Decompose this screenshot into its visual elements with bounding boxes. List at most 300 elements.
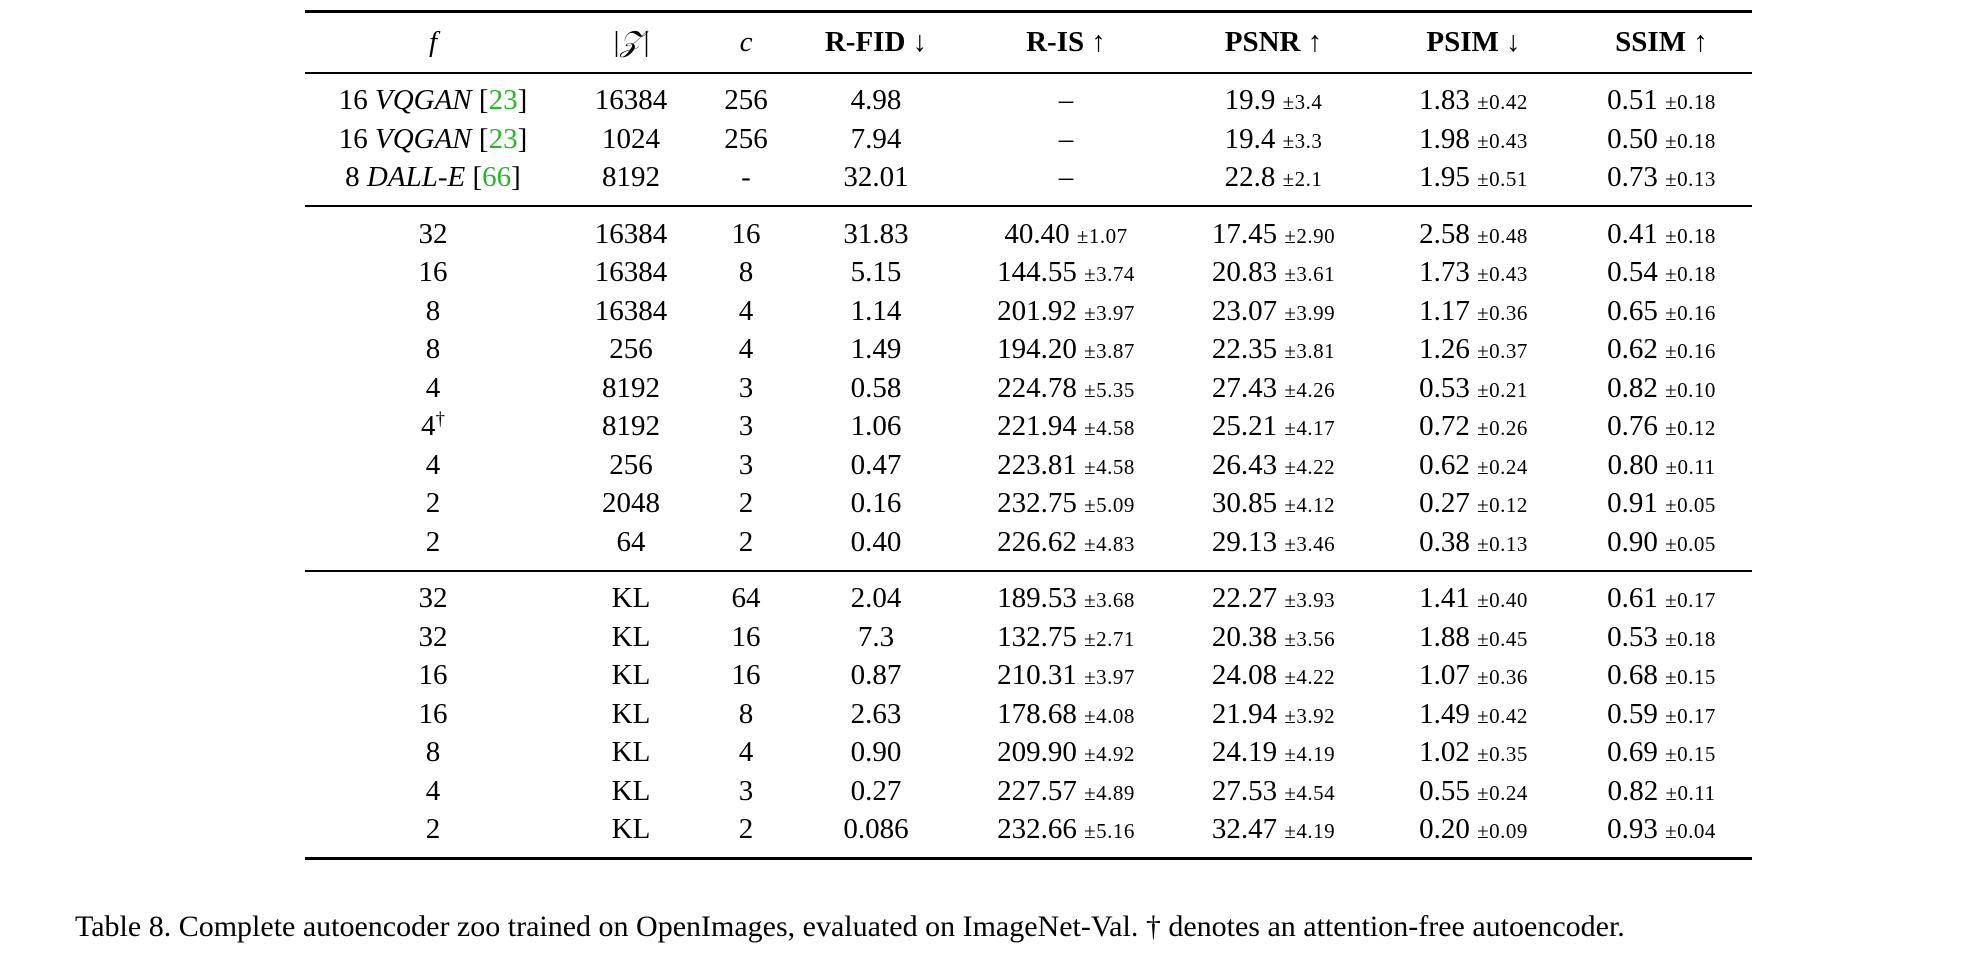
ssim-value: 0.50 [1607, 122, 1658, 155]
psnr-std: ±4.12 [1284, 493, 1336, 518]
ssim-value: 0.82 [1607, 371, 1658, 404]
psim-value: 1.73 [1419, 256, 1470, 289]
cell-rfid: 0.87 [850, 659, 902, 692]
f-value: 2 [425, 813, 441, 846]
ssim-value: 0.68 [1607, 659, 1658, 692]
table-row [305, 369, 1752, 408]
cell-ssim [1571, 523, 1752, 571]
ris-std: ±4.58 [1084, 416, 1135, 441]
citation-link: 23 [488, 84, 518, 117]
psnr-std: ±4.22 [1284, 665, 1336, 690]
psnr-std: ±3.99 [1284, 300, 1336, 325]
ssim-std: ±0.10 [1665, 377, 1716, 402]
table-row [305, 120, 1752, 159]
psim-std: ±0.36 [1477, 300, 1528, 325]
cell-psnr [1171, 734, 1376, 773]
cell-rfid: 32.01 [843, 161, 909, 194]
psnr-std: ±4.54 [1284, 780, 1336, 805]
cell-ssim [1571, 618, 1752, 657]
ris-value: 40.40 [1004, 217, 1070, 250]
cell-ris [961, 772, 1171, 811]
cell-rfid: 0.47 [850, 448, 902, 481]
ssim-std: ±0.17 [1665, 703, 1716, 728]
ris-value: 221.94 [997, 410, 1077, 443]
psnr-std: ±4.22 [1284, 454, 1336, 479]
cell-ssim [1571, 120, 1752, 159]
psnr-value: 25.21 [1211, 410, 1278, 443]
dagger-mark: † [435, 409, 445, 431]
ssim-std: ±0.15 [1665, 665, 1716, 690]
psnr-value: 27.53 [1211, 774, 1278, 807]
psnr-std: ±2.1 [1282, 167, 1323, 192]
model-name: DALL-E [366, 161, 466, 194]
cell-ssim [1571, 254, 1752, 293]
cell-c: 8 [738, 697, 754, 730]
cell-f [305, 811, 561, 859]
cell-ris [961, 331, 1171, 370]
cell-z: KL [611, 620, 651, 653]
cell-rfid: 0.40 [850, 525, 902, 558]
table-row [305, 657, 1752, 696]
psnr-value: 32.47 [1211, 813, 1278, 846]
cell-c: 256 [724, 122, 768, 155]
cell-rfid: 0.086 [843, 813, 909, 846]
cell-psim [1376, 734, 1571, 773]
ris-std: ±5.09 [1084, 493, 1135, 518]
f-value: 16 [338, 122, 368, 155]
cell-rfid: 4.98 [850, 84, 902, 117]
cell-psim [1376, 159, 1571, 207]
cell-ris [961, 159, 1171, 207]
cell-ssim [1571, 772, 1752, 811]
cell-psnr [1171, 254, 1376, 293]
cell-f [305, 571, 561, 619]
ssim-value: 0.93 [1607, 813, 1658, 846]
psim-value: 1.95 [1419, 161, 1470, 194]
ssim-value: 0.59 [1607, 697, 1658, 730]
psim-std: ±0.24 [1477, 454, 1528, 479]
ssim-std: ±0.13 [1665, 167, 1716, 192]
cell-psim [1376, 446, 1571, 485]
ris-value: 232.66 [997, 813, 1077, 846]
psnr-std: ±2.90 [1284, 223, 1336, 248]
cell-ssim [1571, 408, 1752, 447]
cell-ssim [1571, 446, 1752, 485]
psim-std: ±0.24 [1477, 780, 1528, 805]
psim-std: ±0.42 [1477, 703, 1528, 728]
cell-psnr [1171, 772, 1376, 811]
psim-std: ±0.37 [1477, 339, 1528, 364]
cell-psim [1376, 811, 1571, 859]
ris-value: 178.68 [997, 697, 1077, 730]
kl-group [305, 571, 1752, 859]
model-name: VQGAN [374, 84, 472, 117]
psim-std: ±0.43 [1477, 262, 1528, 287]
ris-value: – [1058, 161, 1074, 194]
cell-f [305, 485, 561, 524]
psnr-std: ±3.46 [1284, 531, 1336, 556]
cell-f: 8 DALL-E [66] [345, 161, 521, 194]
cell-f: 16 VQGAN [23] [338, 122, 528, 155]
cell-f [305, 254, 561, 293]
table-row [305, 254, 1752, 293]
cell-psnr [1171, 408, 1376, 447]
ssim-std: ±0.11 [1665, 454, 1716, 479]
cell-ssim [1571, 695, 1752, 734]
cell-f [305, 734, 561, 773]
cell-psnr [1171, 571, 1376, 619]
cell-z: 8192 [602, 161, 660, 194]
cell-psnr [1171, 120, 1376, 159]
psnr-value: 24.19 [1211, 736, 1278, 769]
psnr-value: 27.43 [1211, 371, 1278, 404]
psim-value: 0.72 [1419, 410, 1470, 443]
cell-ssim [1571, 206, 1752, 254]
ssim-value: 0.65 [1607, 294, 1658, 327]
ssim-std: ±0.04 [1665, 819, 1716, 844]
cell-psim [1376, 657, 1571, 696]
cell-z: 64 [616, 525, 646, 558]
cell-psim [1376, 695, 1571, 734]
psnr-std: ±3.56 [1284, 626, 1336, 651]
f-value: 16 [418, 256, 448, 289]
cell-rfid: 5.15 [850, 256, 902, 289]
ssim-std: ±0.16 [1665, 339, 1716, 364]
ris-std: ±3.74 [1084, 262, 1135, 287]
f-value: 32 [418, 217, 448, 250]
cell-psim [1376, 206, 1571, 254]
psim-value: 1.02 [1419, 736, 1470, 769]
ssim-std: ±0.18 [1665, 626, 1716, 651]
ssim-value: 0.80 [1607, 448, 1659, 481]
col-header-z-text: |𝒵| [611, 25, 650, 58]
cell-rfid: 1.14 [850, 294, 902, 327]
ris-value: 210.31 [997, 659, 1077, 692]
cell-f [305, 408, 561, 447]
psim-value: 1.83 [1419, 84, 1470, 117]
ris-value: 194.20 [997, 333, 1077, 366]
psnr-std: ±3.4 [1282, 90, 1323, 115]
psim-std: ±0.48 [1477, 223, 1528, 248]
psim-value: 2.58 [1419, 217, 1470, 250]
cell-ssim [1571, 734, 1752, 773]
psim-std: ±0.40 [1477, 588, 1528, 613]
psim-value: 1.98 [1419, 122, 1470, 155]
cell-f [305, 446, 561, 485]
psnr-std: ±4.26 [1284, 377, 1336, 402]
f-value: 2 [425, 525, 441, 558]
cell-c: 4 [738, 294, 754, 327]
f-value: 8 [425, 736, 441, 769]
cell-c: 2 [738, 487, 754, 520]
cell-f [305, 369, 561, 408]
cell-psim [1376, 292, 1571, 331]
cell-rfid: 2.63 [850, 697, 902, 730]
psnr-std: ±3.92 [1284, 703, 1336, 728]
citation-link: 23 [488, 122, 518, 155]
ris-std: ±3.97 [1084, 300, 1135, 325]
table-row [305, 73, 1752, 121]
ris-value: 132.75 [997, 620, 1077, 653]
cell-c: 16 [731, 217, 761, 250]
cell-c: 16 [731, 620, 761, 653]
cell-z: 16384 [594, 84, 668, 117]
cell-psnr [1171, 73, 1376, 121]
ris-value: – [1058, 122, 1074, 155]
cell-psim [1376, 485, 1571, 524]
psnr-std: ±3.3 [1282, 128, 1323, 153]
ris-value: 189.53 [997, 582, 1077, 615]
cell-ris [961, 292, 1171, 331]
ssim-std: ±0.17 [1665, 588, 1716, 613]
cell-z: 16384 [594, 294, 668, 327]
cell-c: 3 [738, 448, 754, 481]
psnr-std: ±4.19 [1284, 742, 1336, 767]
cell-f [305, 292, 561, 331]
psim-value: 1.17 [1419, 294, 1470, 327]
ris-value: 227.57 [997, 774, 1077, 807]
psim-value: 0.62 [1419, 448, 1470, 481]
cell-ris [961, 369, 1171, 408]
cell-psim [1376, 120, 1571, 159]
vq-group [305, 206, 1752, 571]
table-row [305, 292, 1752, 331]
psnr-value: 22.35 [1211, 333, 1278, 366]
psnr-std: ±4.17 [1284, 416, 1336, 441]
table-row [305, 772, 1752, 811]
psim-std: ±0.42 [1477, 90, 1528, 115]
psim-std: ±0.26 [1477, 416, 1528, 441]
psnr-value: 29.13 [1211, 525, 1278, 558]
ssim-value: 0.73 [1607, 161, 1658, 194]
f-value: 32 [418, 620, 448, 653]
psnr-std: ±4.19 [1284, 819, 1336, 844]
cell-f [305, 331, 561, 370]
cell-ssim [1571, 657, 1752, 696]
psim-std: ±0.51 [1477, 167, 1528, 192]
cell-psnr [1171, 618, 1376, 657]
cell-ssim [1571, 571, 1752, 619]
ssim-std: ±0.05 [1665, 531, 1716, 556]
psim-std: ±0.12 [1477, 493, 1528, 518]
cell-f [305, 695, 561, 734]
header-row [305, 12, 1752, 73]
psim-std: ±0.36 [1477, 665, 1528, 690]
psnr-value: 21.94 [1211, 697, 1278, 730]
cell-ssim [1571, 369, 1752, 408]
psim-std: ±0.35 [1477, 742, 1528, 767]
table-row [305, 159, 1752, 207]
cell-z: KL [611, 736, 651, 769]
cell-c: 3 [738, 371, 754, 404]
ssim-value: 0.61 [1607, 582, 1658, 615]
psnr-value: 26.43 [1211, 448, 1278, 481]
cell-z: 16384 [594, 256, 668, 289]
cell-ssim [1571, 159, 1752, 207]
cell-ssim [1571, 292, 1752, 331]
cell-z: KL [611, 697, 651, 730]
psim-std: ±0.45 [1477, 626, 1528, 651]
cell-psnr [1171, 292, 1376, 331]
psim-std: ±0.13 [1477, 531, 1528, 556]
cell-c: 64 [731, 582, 761, 615]
cell-c: 256 [724, 84, 768, 117]
ris-std: ±4.83 [1084, 531, 1135, 556]
psnr-std: ±3.93 [1284, 588, 1336, 613]
ris-std: ±3.68 [1084, 588, 1135, 613]
col-header-ris: R-IS ↑ [1026, 25, 1106, 58]
psim-std: ±0.43 [1477, 128, 1528, 153]
ris-std: ±4.92 [1084, 742, 1135, 767]
cell-psim [1376, 254, 1571, 293]
ris-std: ±1.07 [1076, 223, 1128, 248]
cell-ssim [1571, 73, 1752, 121]
cell-c: 3 [738, 774, 754, 807]
cell-c: 4 [738, 333, 754, 366]
cell-ris [961, 571, 1171, 619]
f-value: 16 [338, 84, 368, 117]
ssim-std: ±0.15 [1665, 742, 1716, 767]
psim-value: 1.41 [1419, 582, 1470, 615]
psnr-value: 19.9 [1224, 84, 1276, 117]
psim-std: ±0.09 [1477, 819, 1528, 844]
cell-ssim [1571, 811, 1752, 859]
ris-std: ±3.97 [1084, 665, 1135, 690]
psim-value: 1.07 [1419, 659, 1470, 692]
table-row [305, 695, 1752, 734]
psnr-std: ±3.81 [1284, 339, 1336, 364]
f-value: 4 [421, 410, 436, 443]
cell-rfid: 0.58 [850, 371, 902, 404]
cell-f [305, 523, 561, 571]
psnr-std: ±3.61 [1284, 262, 1336, 287]
cell-psim [1376, 523, 1571, 571]
ssim-value: 0.53 [1607, 620, 1658, 653]
ris-std: ±5.16 [1084, 819, 1135, 844]
table-row [305, 446, 1752, 485]
ssim-std: ±0.12 [1665, 416, 1716, 441]
cell-rfid: 0.27 [850, 774, 902, 807]
f-value: 8 [425, 294, 441, 327]
col-header-c: c [739, 25, 753, 58]
cell-psnr [1171, 523, 1376, 571]
table-row [305, 734, 1752, 773]
psim-std: ±0.21 [1477, 377, 1528, 402]
cell-z: 8192 [602, 410, 660, 443]
psnr-value: 22.8 [1224, 161, 1276, 194]
f-value: 4 [425, 371, 441, 404]
f-value: 8 [425, 333, 441, 366]
ssim-value: 0.82 [1607, 774, 1659, 807]
ris-std: ±4.08 [1084, 703, 1135, 728]
cell-psnr [1171, 206, 1376, 254]
cell-z: 256 [609, 333, 653, 366]
cell-c: 8 [738, 256, 754, 289]
col-header-rfid: R-FID ↓ [824, 25, 928, 58]
cell-ris [961, 206, 1171, 254]
cell-f [305, 618, 561, 657]
cell-psim [1376, 331, 1571, 370]
table-row [305, 331, 1752, 370]
psnr-value: 30.85 [1211, 487, 1278, 520]
ssim-std: ±0.11 [1665, 780, 1716, 805]
psim-value: 0.53 [1419, 371, 1470, 404]
table-row [305, 571, 1752, 619]
cell-psnr [1171, 811, 1376, 859]
cell-psnr [1171, 331, 1376, 370]
cell-ris [961, 657, 1171, 696]
cell-psnr [1171, 657, 1376, 696]
table-row [305, 206, 1752, 254]
ris-value: 144.55 [997, 256, 1077, 289]
ris-value: 224.78 [997, 371, 1077, 404]
cell-psim [1376, 772, 1571, 811]
f-value: 4 [425, 448, 441, 481]
cell-z: 256 [609, 448, 653, 481]
cell-ris [961, 811, 1171, 859]
ssim-value: 0.90 [1607, 525, 1658, 558]
cell-z: 8192 [602, 371, 660, 404]
psim-value: 1.88 [1419, 620, 1470, 653]
ris-std: ±4.58 [1084, 454, 1135, 479]
cell-psnr [1171, 369, 1376, 408]
ssim-value: 0.62 [1607, 333, 1658, 366]
table-row [305, 485, 1752, 524]
ssim-std: ±0.18 [1665, 90, 1716, 115]
ssim-value: 0.51 [1607, 84, 1658, 117]
cell-z: 16384 [594, 217, 668, 250]
ssim-std: ±0.18 [1665, 128, 1716, 153]
cell-ris [961, 485, 1171, 524]
cell-rfid: 7.3 [857, 620, 895, 653]
ris-value: 223.81 [997, 448, 1077, 481]
cell-c: 4 [738, 736, 754, 769]
f-value: 32 [418, 582, 448, 615]
cell-c: 16 [731, 659, 761, 692]
ris-value: 232.75 [997, 487, 1077, 520]
cell-ris [961, 618, 1171, 657]
cell-rfid: 1.49 [850, 333, 902, 366]
f-value: 16 [418, 697, 448, 730]
psnr-value: 24.08 [1211, 659, 1278, 692]
cell-c: - [741, 161, 751, 194]
cell-ris [961, 523, 1171, 571]
cell-ris [961, 695, 1171, 734]
cell-f [305, 772, 561, 811]
cell-psnr [1171, 695, 1376, 734]
col-header-psnr: PSNR ↑ [1224, 25, 1323, 58]
cell-psim [1376, 408, 1571, 447]
ssim-std: ±0.18 [1665, 223, 1716, 248]
cell-ris [961, 73, 1171, 121]
col-header-psim: PSIM ↓ [1426, 25, 1521, 58]
f-value: 16 [418, 659, 448, 692]
ris-value: – [1058, 84, 1074, 117]
cell-ris [961, 734, 1171, 773]
psim-value: 0.27 [1419, 487, 1470, 520]
ris-value: 201.92 [997, 294, 1077, 327]
cell-psim [1376, 73, 1571, 121]
table-row [305, 811, 1752, 859]
ris-value: 209.90 [997, 736, 1077, 769]
ssim-value: 0.91 [1607, 487, 1658, 520]
cell-z: KL [611, 582, 651, 615]
cell-psim [1376, 369, 1571, 408]
table-row [305, 618, 1752, 657]
psim-value: 1.49 [1419, 697, 1470, 730]
cell-z: 1024 [602, 122, 660, 155]
ris-value: 226.62 [997, 525, 1077, 558]
